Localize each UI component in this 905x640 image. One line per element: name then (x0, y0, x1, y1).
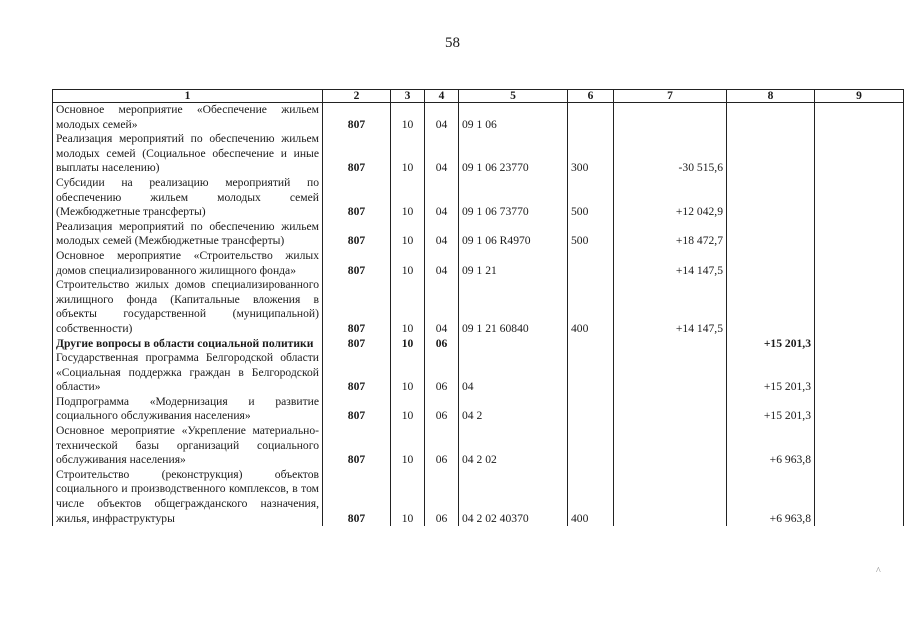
row-name: Государственная программа Белгородской области «Социальная поддержка граждан в Белгородской области» (53, 351, 323, 395)
cell-amount-7 (614, 395, 727, 424)
cell-amount-8: +15 201,3 (727, 351, 815, 395)
table-body (53, 103, 904, 527)
cell-section: 10 (391, 424, 425, 468)
cell-amount-8 (727, 220, 815, 249)
cell-section: 10 (391, 278, 425, 336)
table-row (53, 468, 904, 526)
table-row (53, 395, 904, 424)
row-name: Строительство жилых домов специализированного жилищного фонда (Капитальные вложения в объекты государственной (муниципальной) собственности) (53, 278, 323, 336)
cell-subsection: 04 (425, 103, 459, 133)
cell-section: 10 (391, 395, 425, 424)
cell-grbs: 807 (323, 424, 391, 468)
cell-subsection: 06 (425, 337, 459, 352)
cell-amount-8 (727, 278, 815, 336)
cell-grbs: 807 (323, 103, 391, 133)
column-header: 8 (727, 90, 815, 103)
table-row (53, 278, 904, 336)
cell-target-article: 04 2 02 (459, 424, 568, 468)
cell-amount-9 (815, 103, 904, 133)
cell-expense-type: 500 (568, 220, 614, 249)
cell-grbs: 807 (323, 249, 391, 278)
cell-target-article (459, 337, 568, 352)
cell-expense-type: 500 (568, 176, 614, 220)
cell-amount-7 (614, 103, 727, 133)
table-row (53, 424, 904, 468)
cell-amount-9 (815, 132, 904, 176)
scan-artifact: ^ (876, 566, 881, 577)
cell-subsection: 06 (425, 351, 459, 395)
cell-amount-9 (815, 220, 904, 249)
cell-target-article: 09 1 06 23770 (459, 132, 568, 176)
cell-amount-9 (815, 468, 904, 526)
row-name: Подпрограмма «Модернизация и развитие социального обслуживания населения» (53, 395, 323, 424)
row-name: Основное мероприятие «Укрепление материально-технической базы организаций социального обслуживания населения» (53, 424, 323, 468)
cell-amount-8: +6 963,8 (727, 424, 815, 468)
cell-expense-type (568, 249, 614, 278)
table-row (53, 249, 904, 278)
cell-amount-8 (727, 249, 815, 278)
cell-target-article: 09 1 06 73770 (459, 176, 568, 220)
column-header: 2 (323, 90, 391, 103)
table-header-row (53, 90, 904, 103)
page-number: 58 (445, 35, 460, 51)
column-header: 7 (614, 90, 727, 103)
cell-expense-type: 300 (568, 132, 614, 176)
row-name: Основное мероприятие «Обеспечение жильем молодых семей» (53, 103, 323, 133)
cell-grbs: 807 (323, 351, 391, 395)
cell-amount-8 (727, 103, 815, 133)
column-header: 5 (459, 90, 568, 103)
cell-amount-8: +15 201,3 (727, 395, 815, 424)
cell-target-article: 04 2 02 40370 (459, 468, 568, 526)
cell-target-article: 04 (459, 351, 568, 395)
cell-target-article: 09 1 21 60840 (459, 278, 568, 336)
cell-amount-7 (614, 351, 727, 395)
row-name: Субсидии на реализацию мероприятий по обеспечению жильем молодых семей (Межбюджетные трансферты) (53, 176, 323, 220)
cell-amount-9 (815, 176, 904, 220)
cell-grbs: 807 (323, 468, 391, 526)
cell-grbs: 807 (323, 132, 391, 176)
cell-expense-type (568, 103, 614, 133)
cell-grbs: 807 (323, 337, 391, 352)
cell-subsection: 04 (425, 220, 459, 249)
cell-subsection: 04 (425, 278, 459, 336)
cell-amount-8 (727, 132, 815, 176)
cell-amount-9 (815, 351, 904, 395)
cell-section: 10 (391, 176, 425, 220)
cell-section: 10 (391, 132, 425, 176)
cell-expense-type (568, 395, 614, 424)
cell-grbs: 807 (323, 220, 391, 249)
cell-amount-8 (727, 176, 815, 220)
cell-section: 10 (391, 103, 425, 133)
cell-amount-7: -30 515,6 (614, 132, 727, 176)
cell-grbs: 807 (323, 395, 391, 424)
cell-section: 10 (391, 337, 425, 352)
budget-table (52, 89, 904, 526)
cell-amount-9 (815, 424, 904, 468)
row-name: Реализация мероприятий по обеспечению жильем молодых семей (Социальное обеспечение и иные выплаты населению) (53, 132, 323, 176)
column-header: 9 (815, 90, 904, 103)
cell-amount-7 (614, 337, 727, 352)
cell-subsection: 04 (425, 249, 459, 278)
cell-amount-9 (815, 337, 904, 352)
cell-amount-7: +14 147,5 (614, 249, 727, 278)
cell-amount-9 (815, 395, 904, 424)
cell-target-article: 09 1 06 (459, 103, 568, 133)
cell-target-article: 09 1 06 R4970 (459, 220, 568, 249)
cell-expense-type: 400 (568, 278, 614, 336)
cell-subsection: 06 (425, 468, 459, 526)
cell-amount-9 (815, 278, 904, 336)
cell-amount-7 (614, 424, 727, 468)
cell-amount-7: +14 147,5 (614, 278, 727, 336)
cell-target-article: 04 2 (459, 395, 568, 424)
cell-amount-7: +18 472,7 (614, 220, 727, 249)
cell-amount-7: +12 042,9 (614, 176, 727, 220)
row-name: Реализация мероприятий по обеспечению жильем молодых семей (Межбюджетные трансферты) (53, 220, 323, 249)
cell-section: 10 (391, 249, 425, 278)
cell-section: 10 (391, 468, 425, 526)
cell-subsection: 04 (425, 176, 459, 220)
cell-expense-type: 400 (568, 468, 614, 526)
table-row (53, 132, 904, 176)
cell-grbs: 807 (323, 176, 391, 220)
cell-section: 10 (391, 220, 425, 249)
column-header: 3 (391, 90, 425, 103)
table-row (53, 103, 904, 133)
column-header: 1 (53, 90, 323, 103)
cell-section: 10 (391, 351, 425, 395)
table-row (53, 176, 904, 220)
cell-amount-8: +6 963,8 (727, 468, 815, 526)
cell-amount-7 (614, 468, 727, 526)
cell-expense-type (568, 351, 614, 395)
row-name: Другие вопросы в области социальной политики (53, 337, 323, 352)
cell-grbs: 807 (323, 278, 391, 336)
cell-target-article: 09 1 21 (459, 249, 568, 278)
table-row (53, 337, 904, 352)
cell-expense-type (568, 424, 614, 468)
row-name: Строительство (реконструкция) объектов социального и производственного комплексов, в том числе объектов общегражданского назначения, жилья, инфраструктуры (53, 468, 323, 526)
column-header: 4 (425, 90, 459, 103)
cell-amount-9 (815, 249, 904, 278)
cell-subsection: 06 (425, 424, 459, 468)
table-row (53, 351, 904, 395)
cell-subsection: 04 (425, 132, 459, 176)
cell-subsection: 06 (425, 395, 459, 424)
column-header: 6 (568, 90, 614, 103)
cell-amount-8: +15 201,3 (727, 337, 815, 352)
table-row (53, 220, 904, 249)
row-name: Основное мероприятие «Строительство жилых домов специализированного жилищного фонда» (53, 249, 323, 278)
cell-expense-type (568, 337, 614, 352)
